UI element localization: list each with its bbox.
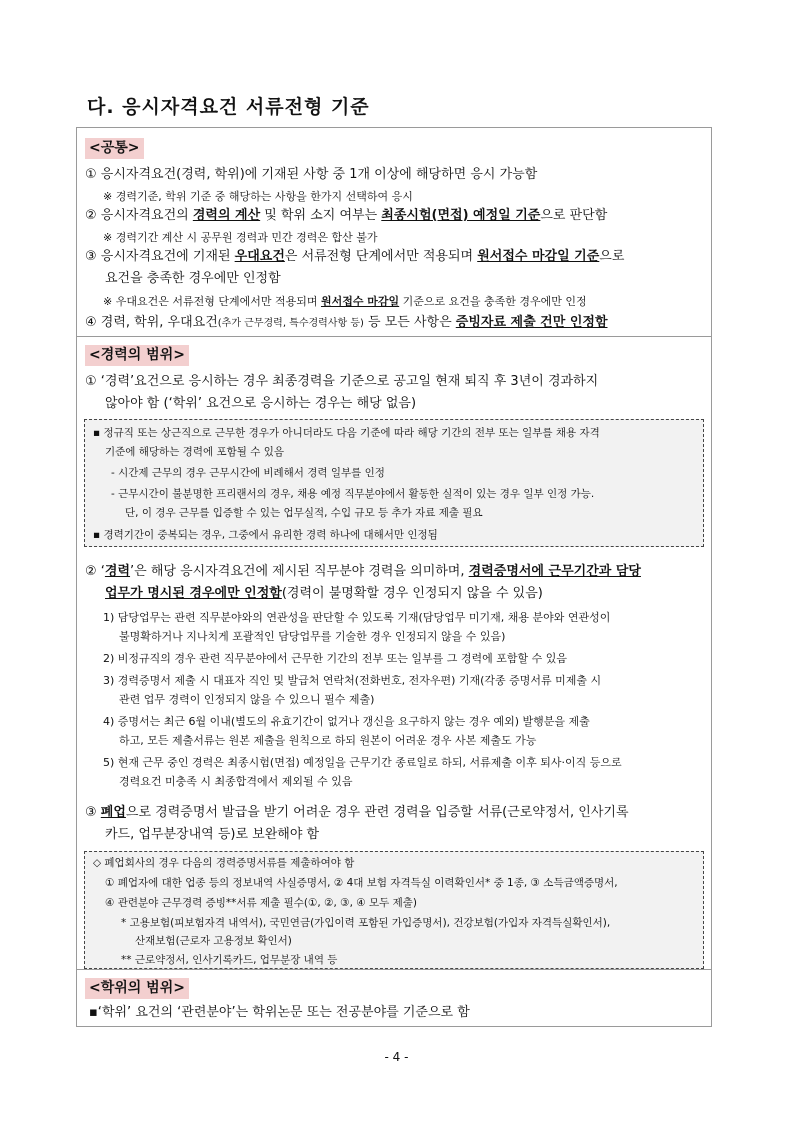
text-segment: 은 서류전형 단계에서만 적용되며 bbox=[284, 249, 478, 264]
text-segment: ③ bbox=[85, 805, 101, 820]
closure-box-title: ◇ 폐업회사의 경우 다음의 경력증명서류를 제출하여야 함 bbox=[93, 857, 355, 869]
career-sub-5-cont: 경력요건 미충족 시 최종합격에서 제외될 수 있음 bbox=[119, 775, 353, 788]
career-item-2-cont bbox=[105, 585, 543, 603]
page-number: - 4 - bbox=[384, 1050, 409, 1064]
text-segment: 으로 판단함 bbox=[540, 208, 608, 223]
page-title: 다. 응시자격요건 서류전형 기준 bbox=[87, 96, 370, 118]
career-item-1: ① ‘경력’요건으로 응시하는 경우 최종경력을 기준으로 공고일 현재 퇴직 후 3년이 경과하지 bbox=[85, 374, 599, 389]
common-note-3 bbox=[103, 293, 587, 311]
section-career bbox=[77, 336, 711, 969]
emphasis-career: 경력 bbox=[104, 564, 131, 579]
section-header-degree: <학위의 범위> bbox=[85, 978, 189, 999]
section-header-career: <경력의 범위> bbox=[85, 345, 189, 366]
closure-box-line-4: ** 근로약정서, 인사기록카드, 업무분장 내역 등 bbox=[121, 954, 338, 966]
closure-box-line-3-cont: 산재보험(근로자 고용정보 확인서) bbox=[135, 935, 292, 947]
box-bullet-2: ▪ 경력기간이 중복되는 경우, 그중에서 유리한 경력 하나에 대해서만 인정됨 bbox=[93, 529, 438, 541]
criteria-frame bbox=[76, 127, 712, 1027]
career-sub-3: 3) 경력증명서 제출 시 대표자 직인 및 발급처 연락처(전화번호, 전자우편) 기재(각종 증명서류 미제출 시 bbox=[103, 674, 602, 687]
closure-doc-box bbox=[84, 851, 704, 969]
emphasis-closure: 폐업 bbox=[100, 805, 126, 820]
common-item-2 bbox=[85, 207, 607, 225]
text-segment: ’은 해당 응시자격요건에 제시된 직무분야 경력을 의미하며, bbox=[130, 564, 469, 579]
career-item-3-cont: 카드, 업무분장내역 등)로 보완해야 함 bbox=[105, 827, 320, 842]
emphasis-specified: 업무가 명시된 경우에만 인정함 bbox=[105, 586, 282, 601]
emphasis-application-deadline: 원서접수 마감일 기준 bbox=[477, 249, 600, 264]
text-segment: 으로 bbox=[599, 249, 625, 264]
text-segment: ③ 응시자격요건에 기재된 bbox=[85, 249, 235, 264]
career-sub-4: 4) 증명서는 최근 6월 이내(별도의 유효기간이 없거나 갱신을 요구하지 않는 경우 예외) 발행분을 제출 bbox=[103, 715, 590, 728]
common-item-1: ① 응시자격요건(경력, 학위)에 기재된 사항 중 1개 이상에 해당하면 응시 가능함 bbox=[85, 167, 538, 182]
box-dash-2: - 근무시간이 불분명한 프리랜서의 경우, 채용 예정 직무분야에서 활동한 실적이 있는 경우 일부 인정 가능. bbox=[111, 488, 595, 500]
text-segment: 및 학위 소지 여부는 bbox=[260, 208, 382, 223]
text-segment: ④ 경력, 학위, 우대요건 bbox=[85, 315, 218, 330]
text-segment: 으로 경력증명서 발급을 받기 어려운 경우 관련 경력을 입증할 서류(근로약정서, 인사기록 bbox=[125, 805, 629, 820]
emphasis-career-calculation: 경력의 계산 bbox=[192, 208, 261, 223]
text-small: (추가 근무경력, 특수경력사항 등) bbox=[217, 318, 364, 329]
common-note-2: ※ 경력기간 계산 시 공무원 경력과 민간 경력은 합산 불가 bbox=[103, 231, 378, 244]
closure-box-line-3: * 고용보험(피보험자격 내역서), 국민연금(가입이력 포함된 가입증명서), 건강보험(가입자 자격득실확인서), bbox=[121, 917, 611, 929]
career-item-1-cont: 않아야 함 (‘학위’ 요건으로 응시하는 경우는 해당 없음) bbox=[105, 396, 417, 411]
career-note-box bbox=[84, 419, 704, 547]
emphasis-evidence: 증빙자료 제출 건만 인정함 bbox=[455, 315, 608, 330]
text-segment: (경력이 불명확할 경우 인정되지 않을 수 있음) bbox=[281, 586, 543, 601]
career-sub-3-cont: 관련 업무 경력이 인정되지 않을 수 있으니 필수 제출) bbox=[119, 693, 375, 706]
box-bullet-1: ▪ 정규직 또는 상근직으로 근무한 경우가 아니더라도 다음 기준에 따라 해당 기간의 전부 또는 일부를 채용 자격 bbox=[93, 427, 600, 439]
emphasis-final-exam-date: 최종시험(면접) 예정일 기준 bbox=[381, 208, 541, 223]
career-sub-2: 2) 비정규직의 경우 관련 직무분야에서 근무한 기간의 전부 또는 일부를 그 경력에 포함할 수 있음 bbox=[103, 652, 568, 665]
text-segment: ※ 우대요건은 서류전형 단계에서만 적용되며 bbox=[103, 295, 321, 308]
text-segment: ② ‘ bbox=[85, 564, 105, 579]
emphasis-preference: 우대요건 bbox=[234, 249, 285, 264]
common-item-3 bbox=[85, 248, 624, 266]
career-item-3 bbox=[85, 804, 629, 822]
emphasis-deadline: 원서접수 마감일 bbox=[320, 295, 400, 308]
closure-box-line-2: ④ 관련분야 근무경력 증빙**서류 제출 필수(①, ②, ③, ④ 모두 제출) bbox=[105, 897, 418, 909]
text-segment: 등 모든 사항은 bbox=[363, 315, 456, 330]
career-sub-5: 5) 현재 근무 중인 경력은 최종시험(면접) 예정일을 근무기간 종료일로 하되, 서류제출 이후 퇴사·이직 등으로 bbox=[103, 756, 622, 769]
section-header-common: <공통> bbox=[85, 138, 144, 159]
box-dash-2-cont: 단, 이 경우 근무를 입증할 수 있는 업무실적, 수입 규모 등 추가 자료 제출 필요 bbox=[125, 507, 483, 519]
emphasis-certificate: 경력증명서에 근무기간과 담당 bbox=[468, 564, 641, 579]
common-item-4 bbox=[85, 314, 608, 333]
section-common bbox=[77, 128, 711, 336]
box-bullet-1-cont: 기준에 해당하는 경력에 포함될 수 있음 bbox=[105, 446, 284, 458]
career-sub-4-cont: 하고, 모든 제출서류는 원본 제출을 원칙으로 하되 원본이 어려운 경우 사본 제출도 가능 bbox=[119, 734, 537, 747]
degree-item-1: ▪‘학위’ 요건의 ‘관련분야’는 학위논문 또는 전공분야를 기준으로 함 bbox=[89, 1005, 470, 1020]
career-item-2 bbox=[85, 563, 641, 581]
career-sub-1: 1) 담당업무는 관련 직무분야와의 연관성을 판단할 수 있도록 기재(담당업무 미기재, 채용 분야와 연관성이 bbox=[103, 611, 611, 624]
common-item-3-cont: 요건을 충족한 경우에만 인정함 bbox=[105, 271, 281, 286]
text-segment: ② 응시자격요건의 bbox=[85, 208, 193, 223]
box-dash-1: - 시간제 근무의 경우 근무시간에 비례해서 경력 일부를 인정 bbox=[111, 467, 385, 479]
closure-box-line-1: ① 폐업자에 대한 업종 등의 정보내역 사실증명서, ② 4대 보험 자격득실 이력확인서* 중 1종, ③ 소득금액증명서, bbox=[105, 877, 618, 889]
text-segment: 기준으로 요건을 충족한 경우에만 인정 bbox=[399, 295, 587, 308]
career-sub-1-cont: 불명확하거나 지나치게 포괄적인 담당업무를 기술한 경우 인정되지 않을 수 있음) bbox=[119, 630, 506, 643]
section-degree bbox=[77, 969, 711, 1026]
common-note-1: ※ 경력기준, 학위 기준 중 해당하는 사항을 한가지 선택하여 응시 bbox=[103, 190, 413, 203]
